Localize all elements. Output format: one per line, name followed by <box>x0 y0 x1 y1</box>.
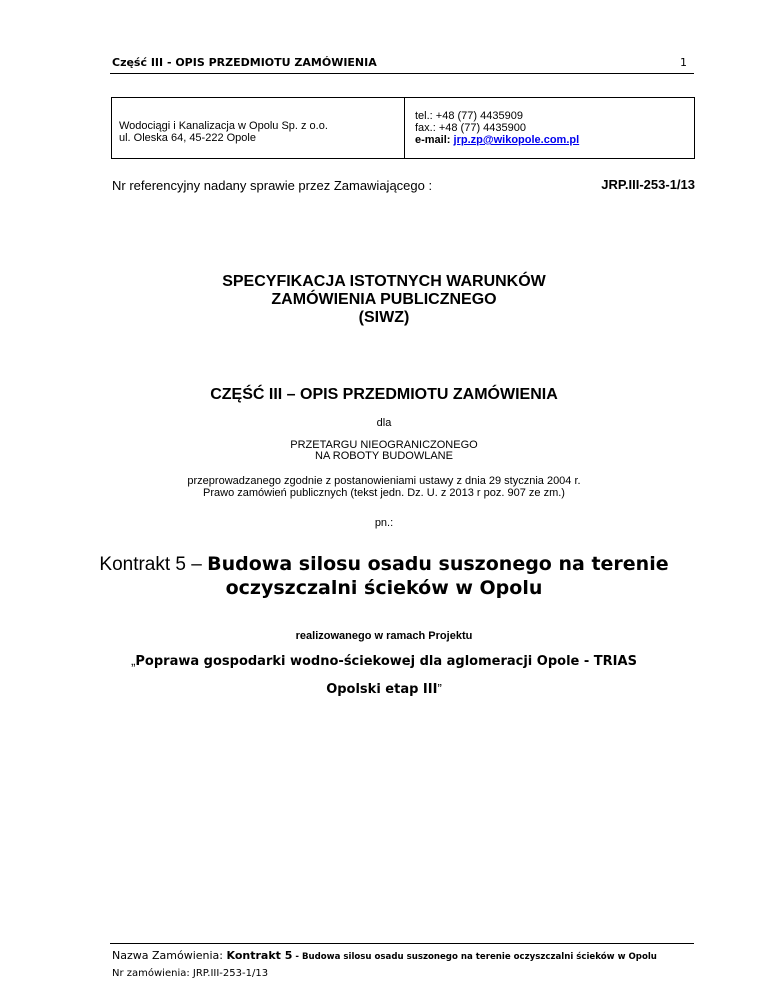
phone-number: tel.: +48 (77) 4435909 <box>415 110 523 122</box>
doc-title-line1: SPECYFIKACJA ISTOTNYCH WARUNKÓW <box>222 273 546 290</box>
header-section-title: Część III - OPIS PRZEDMIOTU ZAMÓWIENIA <box>112 56 377 69</box>
project-line2: Opolski etap III <box>326 682 438 697</box>
project-title-line2 <box>0 680 768 699</box>
tender-line2: NA ROBOTY BUDOWLANE <box>315 450 453 462</box>
contact-box <box>111 97 695 159</box>
contact-box-divider <box>404 98 405 158</box>
footer-order-number: Nr zamówienia: JRP.III-253-1/13 <box>112 968 269 979</box>
footer-rule <box>110 943 694 944</box>
law-line1: przeprowadzanego zgodnie z postanowieniami ustawy z dnia 29 stycznia 2004 r. <box>187 475 581 487</box>
contract-prefix: Kontrakt 5 – <box>99 554 208 575</box>
contract-name-line1: Budowa silosu osadu suszonego na terenie <box>207 553 669 575</box>
reference-label: Nr referencyjny nadany sprawie przez Zamawiającego : <box>112 178 433 193</box>
doc-title-line2: ZAMÓWIENIA PUBLICZNEGO <box>271 291 497 308</box>
email-row <box>415 134 579 146</box>
contract-title-line1 <box>0 552 768 577</box>
doc-title-line3: (SIWZ) <box>358 309 410 326</box>
pn-text: pn.: <box>374 517 394 529</box>
reference-number: JRP.III-253-1/13 <box>601 177 695 192</box>
footer-name-label: Nazwa Zamówienia: <box>112 949 227 962</box>
contract-name-line2: oczyszczalni ścieków w Opolu <box>225 577 543 599</box>
footer-contract-rest: - Budowa silosu osadu suszonego na terenie oczyszczalni ścieków w Opolu <box>292 952 657 962</box>
law-line2: Prawo zamówień publicznych (tekst jedn. Dz. U. z 2013 r poz. 907 ze zm.) <box>203 487 565 499</box>
footer-contract: Kontrakt 5 <box>226 949 293 962</box>
project-line1: Poprawa gospodarki wodno-ściekowej dla aglomeracji Opole - TRIAS <box>135 654 637 669</box>
close-quote: ” <box>437 681 442 696</box>
project-title-line1 <box>0 652 768 671</box>
org-name: Wodociągi i Kanalizacja w Opolu Sp. z o.o. <box>119 120 328 132</box>
tender-line1: PRZETARGU NIEOGRANICZONEGO <box>290 439 478 451</box>
project-intro: realizowanego w ramach Projektu <box>295 630 473 642</box>
open-quote: „ <box>131 653 136 668</box>
email-link[interactable]: jrp.zp@wikopole.com.pl <box>453 134 580 146</box>
email-label: e-mail: <box>415 134 451 146</box>
part-title: CZĘŚĆ III – OPIS PRZEDMIOTU ZAMÓWIENIA <box>210 386 558 403</box>
footer-order-name <box>112 949 657 962</box>
dla-text: dla <box>376 417 392 429</box>
fax-number: fax.: +48 (77) 4435900 <box>415 122 526 134</box>
header-rule <box>110 73 694 74</box>
org-address: ul. Oleska 64, 45-222 Opole <box>119 132 256 144</box>
page-number: 1 <box>680 56 687 69</box>
